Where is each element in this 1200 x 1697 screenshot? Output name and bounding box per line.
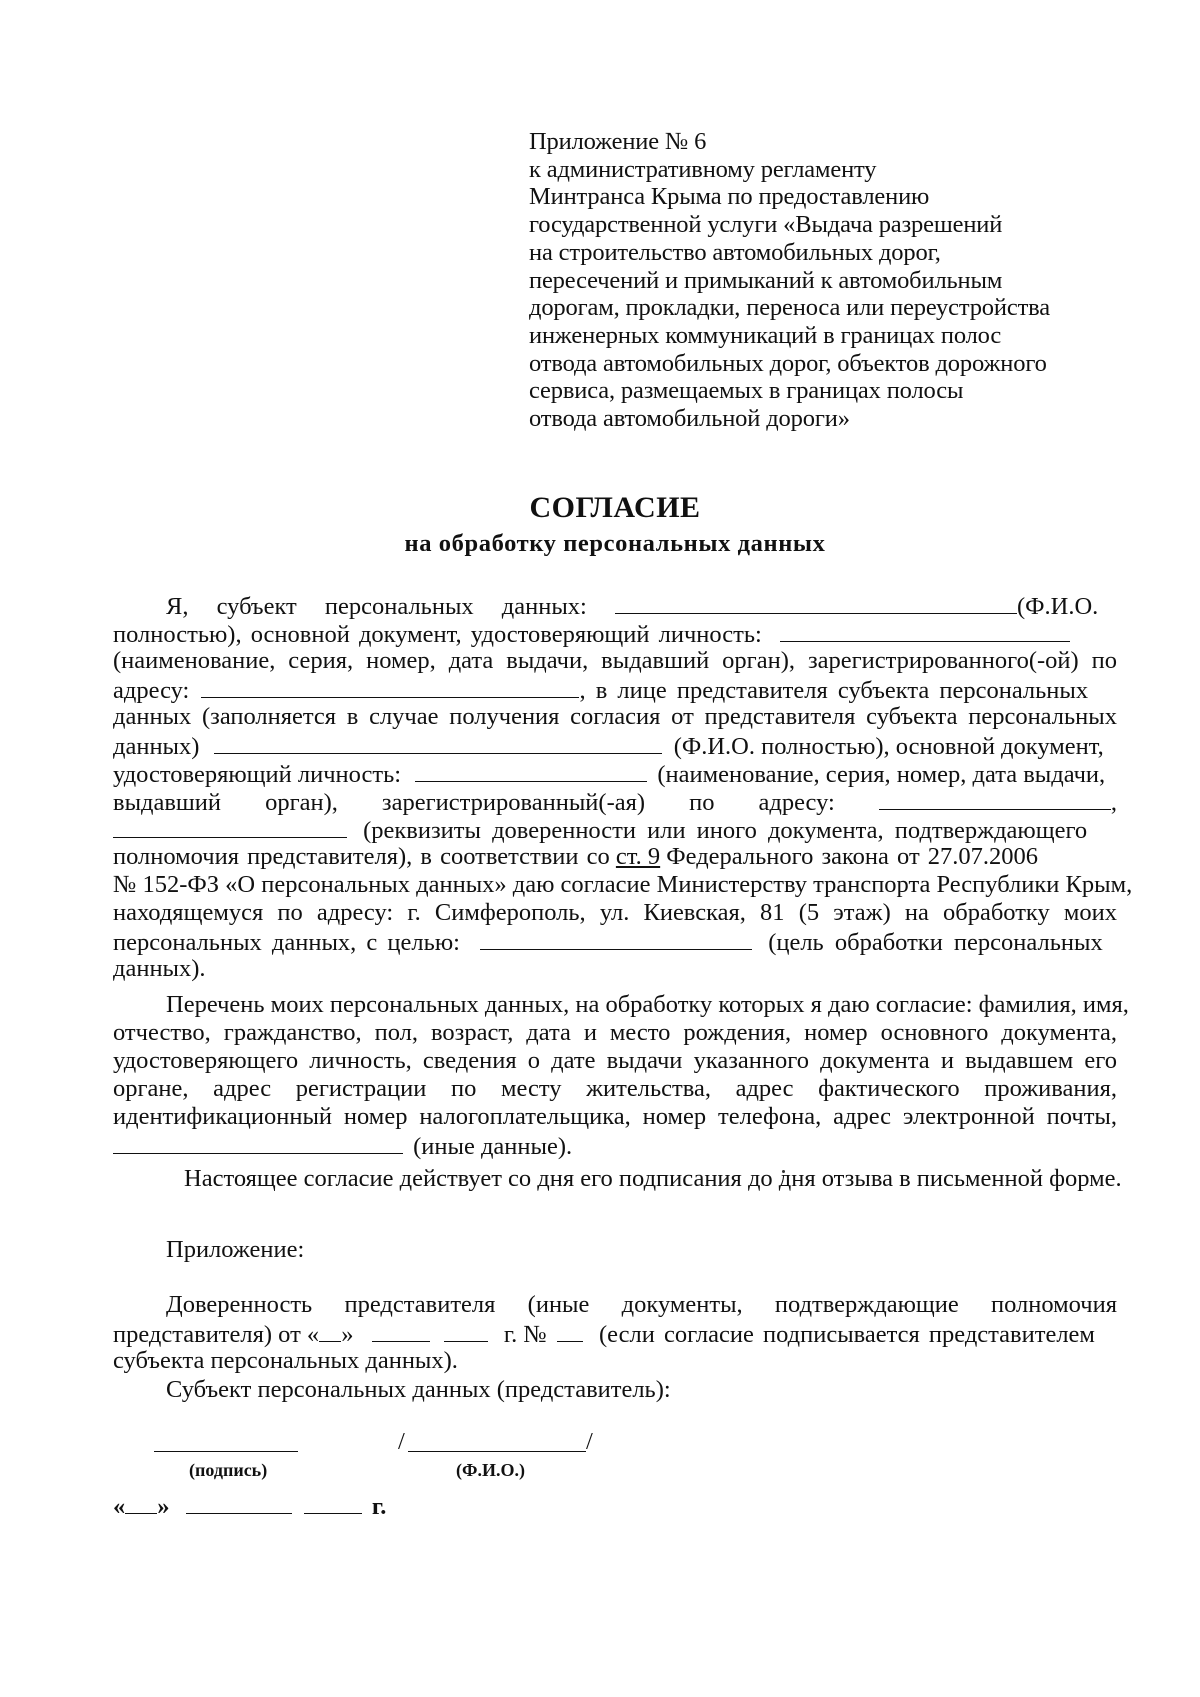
fio-caption: (Ф.И.О.) [456,1460,525,1480]
body-line-5: данных (заполняется в случае получения согласия от представителя субъекта персональных [113,703,1117,730]
list-line-2: отчество, гражданство, пол, возраст, дата и место рождения, номер основного документа, [113,1019,1117,1046]
fio-field[interactable] [615,591,1017,614]
body-line-12: находящемуся по адресу: г. Симферополь, ул. Киевская, 81 (5 этаж) на обработку моих [113,899,1117,926]
attachment-day-field[interactable] [319,1319,341,1342]
body-line-8: выдавший орган), зарегистрированный(-ая) по адресу: , [113,789,1117,816]
body-line-7: удостоверяющий личность: (наименование, серия, номер, дата выдачи, [113,761,1106,788]
list-line-4: органе, адрес регистрации по месту жительства, адрес фактического проживания, [113,1075,1117,1102]
signature-month-field[interactable] [186,1491,292,1514]
appendix-line: дорогам, прокладки, переноса или переустройства [529,294,1050,322]
document-title: СОГЛАСИЕ [529,491,701,524]
body-line-3: (наименование, серия, номер, дата выдачи, выдавший орган), зарегистрированного(-ой) по [113,647,1117,674]
representative-fio-field[interactable] [214,731,662,754]
signature-field[interactable] [154,1450,298,1452]
signature-year-field[interactable] [304,1491,362,1514]
list-line-1: Перечень моих персональных данных, на обработку которых я даю согласие: фамилия, имя, [166,991,1129,1018]
appendix-header [529,128,1129,433]
power-of-attorney-field[interactable] [113,815,347,838]
body-line-1: Я, субъект персональных данных: (Ф.И.О. [166,593,1099,620]
body-line-2: полностью), основной документ, удостоверяющий личность: [113,619,1117,647]
law-article-link[interactable]: ст. 9 [615,843,661,870]
fio-slash-left: / [398,1428,405,1455]
representative-address-field[interactable] [879,787,1111,810]
body-line-11: № 152-ФЗ «О персональных данных» даю согласие Министерству транспорта Республики Крым, [113,871,1133,898]
attachment-line-1: Доверенность представителя (иные документы, подтверждающие полномочия [166,1291,1117,1318]
appendix-line: на строительство автомобильных дорог, [529,238,941,266]
validity-line: Настоящее согласие действует со дня его подписания до дня отзыва в письменной форме. [184,1165,1122,1192]
purpose-field[interactable] [480,927,752,950]
representative-document-field[interactable] [415,759,647,782]
attachment-year-field[interactable] [444,1319,488,1342]
signature-day-field[interactable] [125,1491,157,1514]
fio-slash-right: / [586,1428,593,1455]
identity-document-field[interactable] [780,619,1070,642]
list-line-6: (иные данные). [113,1131,1117,1159]
attachment-line-2: представителя) от « » г. № (если согласие подписывается представителем [113,1321,1095,1348]
body-line-9: (реквизиты доверенности или иного документа, подтверждающего [113,815,1117,843]
appendix-line: пересечений и примыканий к автомобильным [529,266,1003,294]
attachment-number-field[interactable] [557,1319,583,1342]
body-line-10: полномочия представителя), в соответствии со ст. 9 Федерального закона от 27.07.2006 [113,843,1039,870]
appendix-line: отвода автомобильной дороги» [529,405,850,433]
other-data-field[interactable] [113,1131,403,1154]
appendix-line: Приложение № 6 [529,128,707,155]
attachment-line-3: субъекта персональных данных). [113,1347,458,1374]
body-line-14: данных). [113,955,206,982]
list-line-3: удостоверяющего личность, сведения о дате выдачи указанного документа и выдавшем его [113,1047,1117,1074]
appendix-line: инженерных коммуникаций в границах полос [529,321,1002,349]
body-line-13: персональных данных, с целью: (цель обработки персональных [113,929,1103,956]
subject-line: Субъект персональных данных (представитель): [166,1376,671,1403]
list-line-5: идентификационный номер налогоплательщика, номер телефона, адрес электронной почты, [113,1103,1117,1130]
appendix-line: отвода автомобильных дорог, объектов дорожного [529,349,1047,377]
signature-caption: (подпись) [189,1460,268,1480]
appendix-line: государственной услуги «Выдача разрешений [529,211,1003,239]
attachment-heading: Приложение: [166,1236,305,1263]
document-subtitle: на обработку персональных данных [404,530,826,557]
attachment-month-field[interactable] [372,1319,430,1342]
appendix-line: сервиса, размещаемых в границах полосы [529,377,964,405]
appendix-line: к административному регламенту [529,155,877,183]
signature-date-line: « » г. [113,1493,387,1520]
appendix-line: Минтранса Крыма по предоставлению [529,183,930,211]
signature-fio-field[interactable] [408,1450,586,1452]
body-line-4: адресу: , в лице представителя субъекта персональных [113,677,1089,704]
body-line-6: данных) (Ф.И.О. полностью), основной документ, [113,733,1104,760]
address-field[interactable] [201,675,579,698]
